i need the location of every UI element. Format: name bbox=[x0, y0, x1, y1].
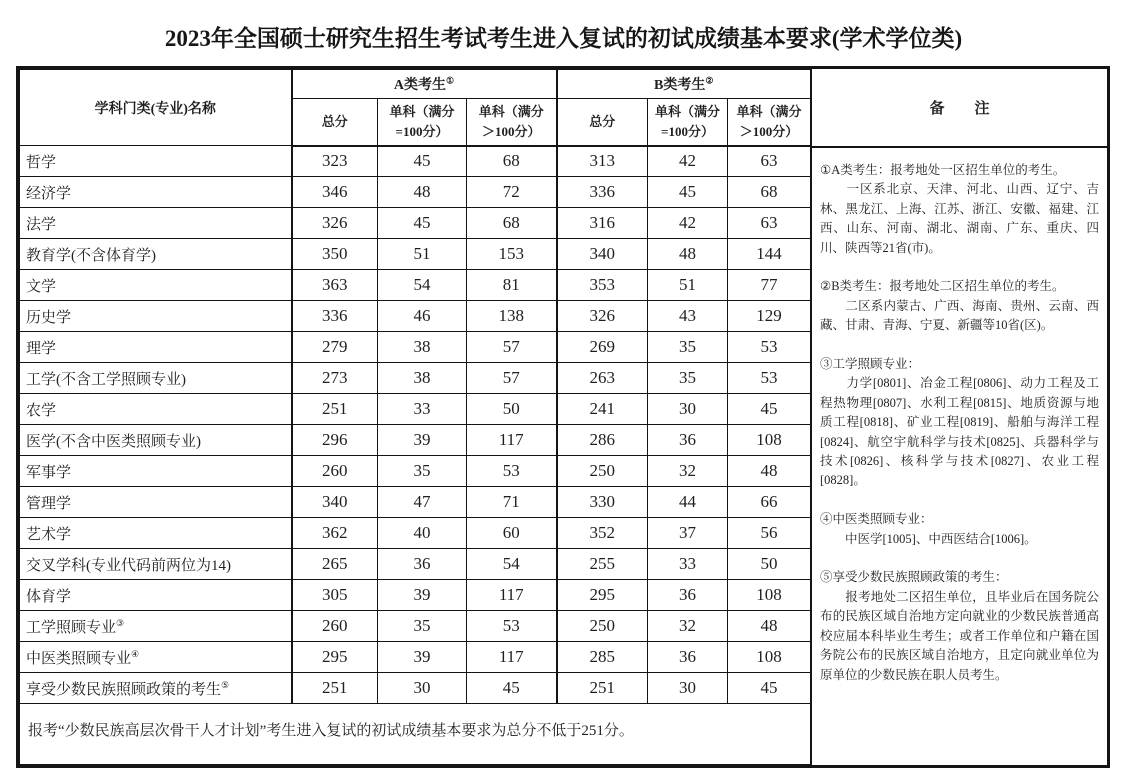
header-line-2: =100分） bbox=[661, 123, 714, 139]
b-single-eq100-cell: 43 bbox=[648, 301, 728, 332]
subject-name-cell bbox=[20, 146, 292, 177]
header-group-b bbox=[557, 70, 811, 99]
b-single-eq100-cell: 32 bbox=[648, 611, 728, 642]
b-total-cell: 316 bbox=[557, 208, 648, 239]
header-row-groups bbox=[20, 70, 811, 99]
b-total-cell: 313 bbox=[557, 146, 648, 177]
subject-name-cell bbox=[20, 394, 292, 425]
remarks-column bbox=[810, 69, 1107, 765]
subject-name-cell bbox=[20, 642, 292, 673]
header-a-single-eq100 bbox=[378, 99, 467, 146]
a-single-eq100-cell: 40 bbox=[378, 518, 467, 549]
b-single-eq100-cell: 42 bbox=[648, 208, 728, 239]
a-total-cell: 296 bbox=[292, 425, 378, 456]
remarks-header: 备 注 bbox=[812, 69, 1107, 148]
b-total-cell: 353 bbox=[557, 270, 648, 301]
a-single-gt100-cell: 138 bbox=[467, 301, 557, 332]
b-single-eq100-cell: 51 bbox=[648, 270, 728, 301]
a-total-cell: 251 bbox=[292, 673, 378, 704]
subject-name-cell bbox=[20, 456, 292, 487]
remark-line bbox=[820, 491, 1099, 510]
a-total-cell: 279 bbox=[292, 332, 378, 363]
subject-name: 农学 bbox=[26, 402, 57, 419]
a-single-eq100-cell: 51 bbox=[378, 239, 467, 270]
subject-name-cell bbox=[20, 177, 292, 208]
b-single-gt100-cell: 48 bbox=[728, 456, 811, 487]
remark-line: ②B类考生：报考地处二区招生单位的考生。 bbox=[820, 279, 1065, 294]
subject-name: 历史学 bbox=[26, 309, 72, 326]
footnote-ref-b: ② bbox=[705, 75, 714, 86]
header-line-1: 单科（满分 bbox=[736, 103, 802, 119]
subject-name: 理学 bbox=[26, 340, 57, 357]
footer-note: 报考“少数民族高层次骨干人才计划”考生进入复试的初试成绩基本要求为总分不低于251分。 bbox=[20, 704, 811, 765]
remark-line: 力学[0801]、冶金工程[0806]、动力工程及工程热物理[0807]、水利工程[0815]、地质资源与地质工程[0818]、矿业工程[0819]、船舶与海洋工程[0824]、航空宇航科学与技术[0825]、兵器科学与技术[0826]、核科学与技术[0827]、农业工程[0828]。 bbox=[820, 376, 1099, 488]
table-row bbox=[20, 270, 811, 301]
header-b-single-eq100 bbox=[648, 99, 728, 146]
b-single-eq100-cell: 36 bbox=[648, 580, 728, 611]
subject-name: 教育学(不含体育学) bbox=[26, 247, 156, 264]
a-single-eq100-cell: 39 bbox=[378, 425, 467, 456]
a-single-eq100-cell: 35 bbox=[378, 456, 467, 487]
remark-line: ④中医类照顾专业： bbox=[820, 512, 933, 527]
subject-name: 管理学 bbox=[26, 495, 72, 512]
subject-name: 医学(不含中医类照顾专业) bbox=[26, 433, 201, 450]
b-single-eq100-cell: 42 bbox=[648, 146, 728, 177]
b-single-eq100-cell: 45 bbox=[648, 177, 728, 208]
a-single-eq100-cell: 46 bbox=[378, 301, 467, 332]
subject-name: 军事学 bbox=[26, 464, 72, 481]
table-row bbox=[20, 146, 811, 177]
b-single-eq100-cell: 33 bbox=[648, 549, 728, 580]
footnote-ref: ⑤ bbox=[221, 679, 230, 690]
footnote-ref: ④ bbox=[131, 648, 140, 659]
remark-line: 报考地处二区招生单位，且毕业后在国务院公布的民族区域自治地方定向就业的少数民族普通高校应届本科毕业生考生；或者工作单位和户籍在国务院公布的民族区域自治地方，且定向就业单位为原单位的少数民族在职人员考生。 bbox=[820, 589, 1099, 682]
b-single-eq100-cell: 32 bbox=[648, 456, 728, 487]
b-single-gt100-cell: 45 bbox=[728, 673, 811, 704]
a-total-cell: 323 bbox=[292, 146, 378, 177]
a-single-gt100-cell: 68 bbox=[467, 208, 557, 239]
a-single-eq100-cell: 39 bbox=[378, 580, 467, 611]
a-total-cell: 340 bbox=[292, 487, 378, 518]
footnote-ref-a: ① bbox=[446, 75, 455, 86]
b-total-cell: 285 bbox=[557, 642, 648, 673]
a-single-gt100-cell: 72 bbox=[467, 177, 557, 208]
group-a-label: A类考生 bbox=[393, 78, 447, 93]
subject-name: 经济学 bbox=[26, 185, 72, 202]
remark-line bbox=[820, 336, 1099, 355]
a-total-cell: 273 bbox=[292, 363, 378, 394]
page-title: 2023年全国硕士研究生招生考试考生进入复试的初试成绩基本要求(学术学位类) bbox=[164, 26, 963, 51]
header-b-single-gt100 bbox=[728, 99, 811, 146]
subject-name-cell bbox=[20, 270, 292, 301]
table-row bbox=[20, 301, 811, 332]
remarks-body bbox=[812, 148, 1107, 685]
a-single-gt100-cell: 53 bbox=[467, 456, 557, 487]
a-single-eq100-cell: 47 bbox=[378, 487, 467, 518]
subject-name-cell bbox=[20, 301, 292, 332]
table-row bbox=[20, 394, 811, 425]
b-single-gt100-cell: 63 bbox=[728, 208, 811, 239]
a-single-gt100-cell: 57 bbox=[467, 363, 557, 394]
subject-name-cell bbox=[20, 580, 292, 611]
remark-line: 中医学[1005]、中西医结合[1006]。 bbox=[820, 531, 1037, 546]
b-single-eq100-cell: 36 bbox=[648, 642, 728, 673]
subject-name: 享受少数民族照顾政策的考生 bbox=[26, 681, 222, 698]
header-line-2: ＞100分） bbox=[739, 123, 799, 139]
b-total-cell: 295 bbox=[557, 580, 648, 611]
b-total-cell: 250 bbox=[557, 456, 648, 487]
subject-name: 工学(不含工学照顾专业) bbox=[26, 371, 186, 388]
a-total-cell: 260 bbox=[292, 456, 378, 487]
remark-line: ③工学照顾专业： bbox=[820, 357, 921, 372]
table-row bbox=[20, 580, 811, 611]
a-total-cell: 295 bbox=[292, 642, 378, 673]
subject-name: 艺术学 bbox=[26, 526, 72, 543]
b-total-cell: 241 bbox=[557, 394, 648, 425]
subject-name-cell bbox=[20, 611, 292, 642]
subject-name-cell bbox=[20, 518, 292, 549]
score-table bbox=[19, 69, 811, 765]
b-total-cell: 263 bbox=[557, 363, 648, 394]
subject-name: 哲学 bbox=[26, 154, 57, 171]
a-single-eq100-cell: 30 bbox=[378, 673, 467, 704]
subject-name: 体育学 bbox=[26, 588, 72, 605]
subject-name-cell bbox=[20, 673, 292, 704]
a-total-cell: 260 bbox=[292, 611, 378, 642]
remark-line: 二区系内蒙古、广西、海南、贵州、云南、西藏、甘肃、青海、宁夏、新疆等10省(区)。 bbox=[820, 298, 1099, 333]
a-total-cell: 326 bbox=[292, 208, 378, 239]
a-single-gt100-cell: 117 bbox=[467, 425, 557, 456]
b-single-gt100-cell: 53 bbox=[728, 363, 811, 394]
a-single-eq100-cell: 33 bbox=[378, 394, 467, 425]
remark-line bbox=[820, 258, 1099, 277]
a-single-gt100-cell: 117 bbox=[467, 580, 557, 611]
b-total-cell: 286 bbox=[557, 425, 648, 456]
b-single-eq100-cell: 35 bbox=[648, 332, 728, 363]
b-single-eq100-cell: 36 bbox=[648, 425, 728, 456]
subject-name-cell bbox=[20, 549, 292, 580]
a-total-cell: 305 bbox=[292, 580, 378, 611]
b-total-cell: 255 bbox=[557, 549, 648, 580]
group-b-label: B类考生 bbox=[654, 78, 706, 93]
b-total-cell: 250 bbox=[557, 611, 648, 642]
b-single-eq100-cell: 35 bbox=[648, 363, 728, 394]
a-single-gt100-cell: 53 bbox=[467, 611, 557, 642]
header-b-total: 总分 bbox=[557, 99, 648, 146]
a-single-eq100-cell: 45 bbox=[378, 208, 467, 239]
subject-name: 中医类照顾专业 bbox=[26, 650, 132, 667]
a-single-gt100-cell: 45 bbox=[467, 673, 557, 704]
a-single-eq100-cell: 54 bbox=[378, 270, 467, 301]
table-row bbox=[20, 425, 811, 456]
b-single-gt100-cell: 45 bbox=[728, 394, 811, 425]
table-row bbox=[20, 208, 811, 239]
a-single-eq100-cell: 38 bbox=[378, 332, 467, 363]
b-single-gt100-cell: 129 bbox=[728, 301, 811, 332]
table-row bbox=[20, 673, 811, 704]
a-single-gt100-cell: 57 bbox=[467, 332, 557, 363]
header-a-total: 总分 bbox=[292, 99, 378, 146]
subject-name: 文学 bbox=[26, 278, 57, 295]
b-single-gt100-cell: 66 bbox=[728, 487, 811, 518]
a-total-cell: 251 bbox=[292, 394, 378, 425]
a-single-gt100-cell: 153 bbox=[467, 239, 557, 270]
a-single-gt100-cell: 60 bbox=[467, 518, 557, 549]
a-total-cell: 362 bbox=[292, 518, 378, 549]
remark-line: 一区系北京、天津、河北、山西、辽宁、吉林、黑龙江、上海、江苏、浙江、安徽、福建、江西、山东、河南、湖北、湖南、广东、重庆、四川、陕西等21省(市)。 bbox=[820, 182, 1099, 255]
subject-name-cell bbox=[20, 208, 292, 239]
header-line-1: 单科（满分 bbox=[654, 103, 720, 119]
b-single-eq100-cell: 30 bbox=[648, 673, 728, 704]
table-row bbox=[20, 549, 811, 580]
b-total-cell: 269 bbox=[557, 332, 648, 363]
b-single-eq100-cell: 48 bbox=[648, 239, 728, 270]
a-single-gt100-cell: 71 bbox=[467, 487, 557, 518]
table-row bbox=[20, 456, 811, 487]
table-row bbox=[20, 332, 811, 363]
subject-name: 交叉学科(专业代码前两位为14) bbox=[26, 557, 231, 574]
a-single-eq100-cell: 38 bbox=[378, 363, 467, 394]
table-row bbox=[20, 611, 811, 642]
table-row bbox=[20, 487, 811, 518]
b-single-gt100-cell: 108 bbox=[728, 642, 811, 673]
subject-name: 法学 bbox=[26, 216, 57, 233]
b-single-gt100-cell: 144 bbox=[728, 239, 811, 270]
subject-name-cell bbox=[20, 332, 292, 363]
remark-line: ⑤享受少数民族照顾政策的考生： bbox=[820, 570, 1008, 585]
b-total-cell: 340 bbox=[557, 239, 648, 270]
a-total-cell: 350 bbox=[292, 239, 378, 270]
header-subject-column: 学科门类(专业)名称 bbox=[20, 70, 292, 146]
header-line-2: ＞100分） bbox=[481, 123, 541, 139]
b-total-cell: 352 bbox=[557, 518, 648, 549]
b-single-gt100-cell: 48 bbox=[728, 611, 811, 642]
a-single-gt100-cell: 50 bbox=[467, 394, 557, 425]
b-single-gt100-cell: 108 bbox=[728, 580, 811, 611]
a-single-gt100-cell: 54 bbox=[467, 549, 557, 580]
table-row bbox=[20, 239, 811, 270]
header-line-1: 单科（满分 bbox=[478, 103, 544, 119]
subject-name-cell bbox=[20, 239, 292, 270]
b-total-cell: 330 bbox=[557, 487, 648, 518]
header-a-single-gt100 bbox=[467, 99, 557, 146]
b-total-cell: 251 bbox=[557, 673, 648, 704]
table-row bbox=[20, 642, 811, 673]
b-single-gt100-cell: 68 bbox=[728, 177, 811, 208]
a-single-gt100-cell: 117 bbox=[467, 642, 557, 673]
footer-note-row bbox=[20, 704, 811, 765]
footnote-ref: ③ bbox=[116, 617, 125, 628]
a-total-cell: 363 bbox=[292, 270, 378, 301]
b-total-cell: 326 bbox=[557, 301, 648, 332]
a-single-gt100-cell: 81 bbox=[467, 270, 557, 301]
b-single-gt100-cell: 56 bbox=[728, 518, 811, 549]
subject-name-cell bbox=[20, 487, 292, 518]
score-table-frame bbox=[16, 66, 1110, 768]
a-single-eq100-cell: 35 bbox=[378, 611, 467, 642]
b-single-gt100-cell: 53 bbox=[728, 332, 811, 363]
header-line-1: 单科（满分 bbox=[389, 103, 455, 119]
header-line-2: =100分） bbox=[395, 123, 449, 139]
remark-line: ①A类考生：报考地处一区招生单位的考生。 bbox=[820, 163, 1066, 177]
a-single-gt100-cell: 68 bbox=[467, 146, 557, 177]
a-single-eq100-cell: 36 bbox=[378, 549, 467, 580]
b-single-gt100-cell: 50 bbox=[728, 549, 811, 580]
b-single-eq100-cell: 44 bbox=[648, 487, 728, 518]
b-single-eq100-cell: 37 bbox=[648, 518, 728, 549]
b-single-gt100-cell: 77 bbox=[728, 270, 811, 301]
subject-name-cell bbox=[20, 425, 292, 456]
a-total-cell: 336 bbox=[292, 301, 378, 332]
subject-name: 工学照顾专业 bbox=[26, 619, 117, 636]
a-single-eq100-cell: 48 bbox=[378, 177, 467, 208]
subject-name-cell bbox=[20, 363, 292, 394]
a-single-eq100-cell: 39 bbox=[378, 642, 467, 673]
a-total-cell: 346 bbox=[292, 177, 378, 208]
b-single-eq100-cell: 30 bbox=[648, 394, 728, 425]
table-row bbox=[20, 363, 811, 394]
table-row bbox=[20, 177, 811, 208]
remark-line bbox=[820, 549, 1099, 568]
a-total-cell: 265 bbox=[292, 549, 378, 580]
table-row bbox=[20, 518, 811, 549]
b-single-gt100-cell: 63 bbox=[728, 146, 811, 177]
a-single-eq100-cell: 45 bbox=[378, 146, 467, 177]
header-group-a bbox=[292, 70, 557, 99]
b-single-gt100-cell: 108 bbox=[728, 425, 811, 456]
b-total-cell: 336 bbox=[557, 177, 648, 208]
